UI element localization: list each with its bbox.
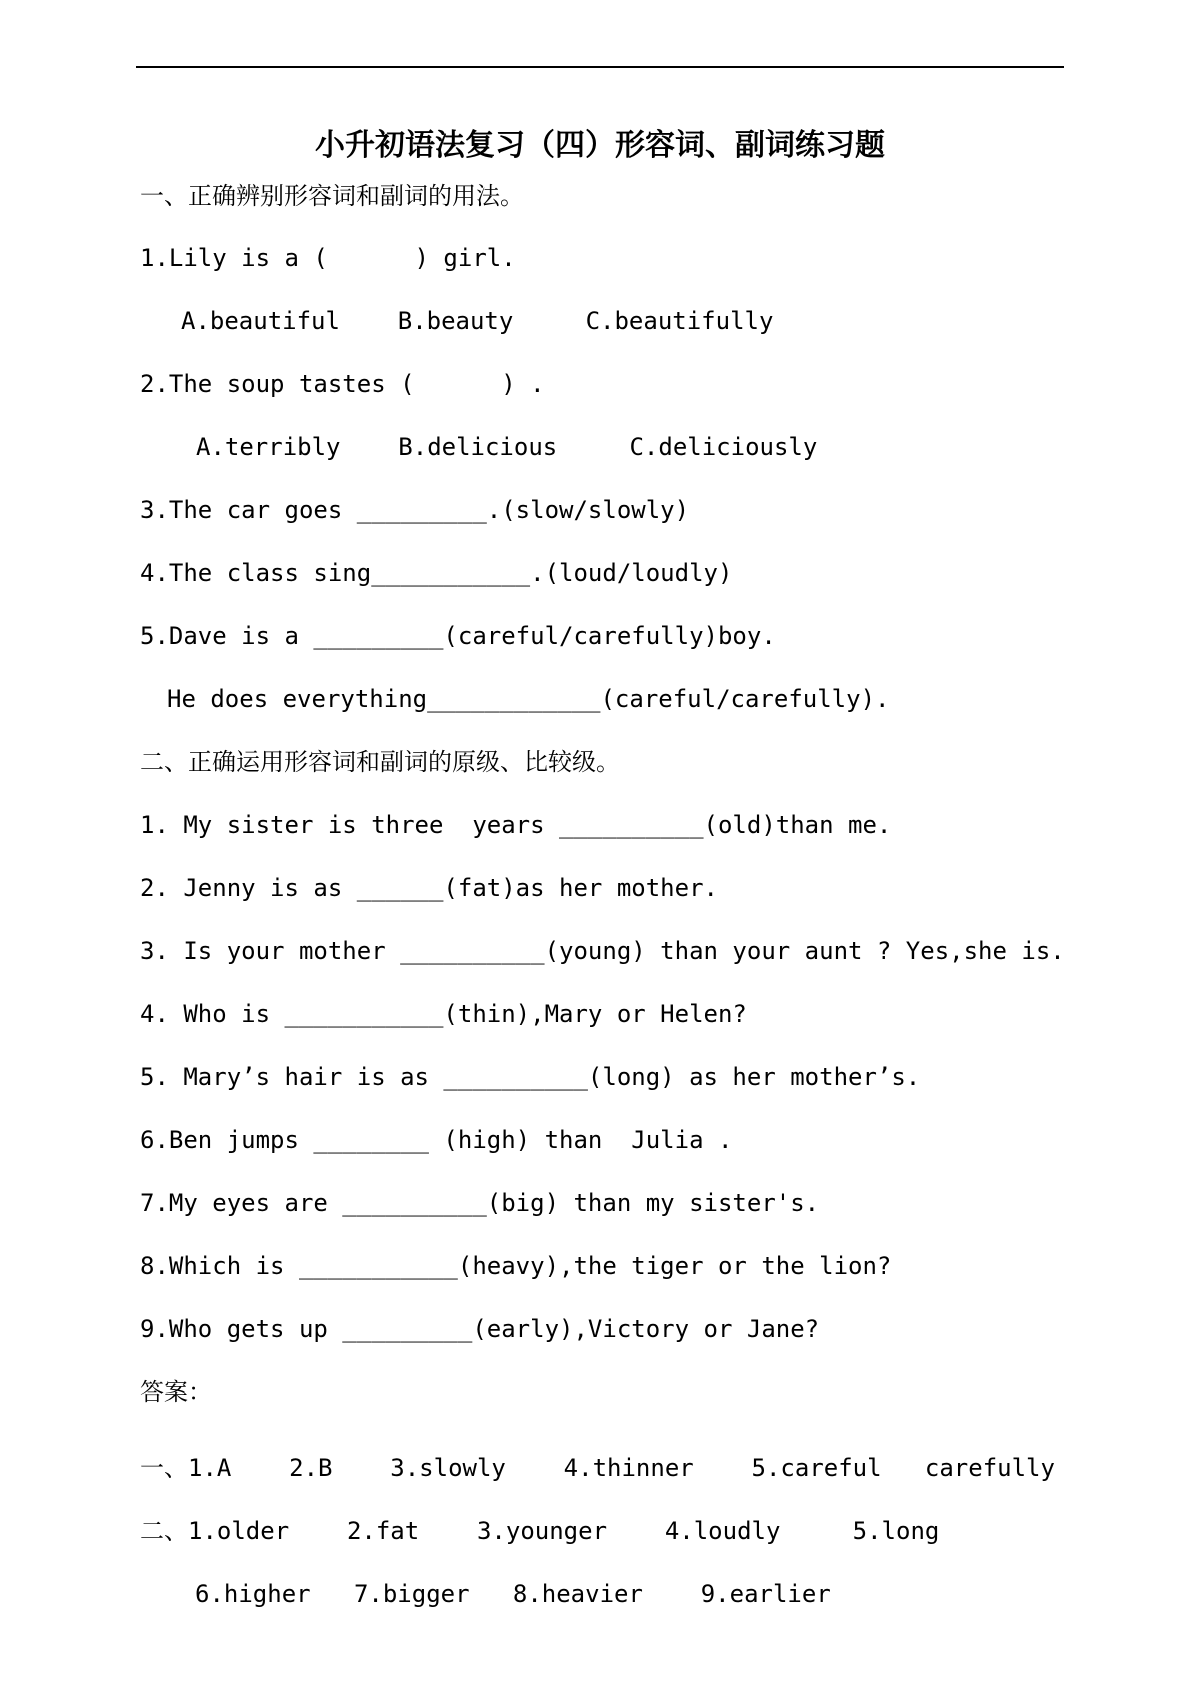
answers-heading: 答案： (140, 1378, 212, 1406)
s2-question-7: 7.My eyes are __________(big) than my sister's. (140, 1189, 820, 1217)
s1-question-2-options: A.terribly B.delicious C.deliciously (196, 433, 818, 461)
worksheet-title: 小升初语法复习（四）形容词、副词练习题 (315, 128, 885, 163)
s1-question-1: 1.Lily is a ( ) girl. (140, 244, 516, 272)
s2-question-9: 9.Who gets up _________(early),Victory or Jane? (140, 1315, 820, 1343)
answers-line-3: 6.higher 7.bigger 8.heavier 9.earlier (195, 1580, 831, 1608)
s1-question-5a: 5.Dave is a _________(careful/carefully)boy. (140, 622, 776, 650)
section1-heading: 一、正确辨别形容词和副词的用法。 (140, 182, 524, 210)
s1-question-4: 4.The class sing___________.(loud/loudly) (140, 559, 733, 587)
s2-question-6: 6.Ben jumps ________ (high) than Julia . (140, 1126, 733, 1154)
s2-question-8: 8.Which is ___________(heavy),the tiger or the lion? (140, 1252, 892, 1280)
s2-question-3: 3. Is your mother __________(young) than your aunt ? Yes,she is. (140, 937, 1065, 965)
answers-line-2: 二、1.older 2.fat 3.younger 4.loudly 5.long (140, 1517, 940, 1545)
s1-question-1-options: A.beautiful B.beauty C.beautifully (181, 307, 774, 335)
s2-question-2: 2. Jenny is as ______(fat)as her mother. (140, 874, 718, 902)
s1-question-5b: He does everything____________(careful/carefully). (167, 685, 890, 713)
section2-heading: 二、正确运用形容词和副词的原级、比较级。 (140, 748, 620, 776)
answers-line-1: 一、1.A 2.B 3.slowly 4.thinner 5.careful carefully (140, 1454, 1055, 1482)
s2-question-5: 5. Mary’s hair is as __________(long) as her mother’s. (140, 1063, 921, 1091)
s1-question-3: 3.The car goes _________.(slow/slowly) (140, 496, 690, 524)
s1-question-2: 2.The soup tastes ( ) . (140, 370, 545, 398)
header-rule (136, 66, 1064, 68)
s2-question-1: 1. My sister is three years __________(old)than me. (140, 811, 892, 839)
s2-question-4: 4. Who is ___________(thin),Mary or Helen? (140, 1000, 747, 1028)
